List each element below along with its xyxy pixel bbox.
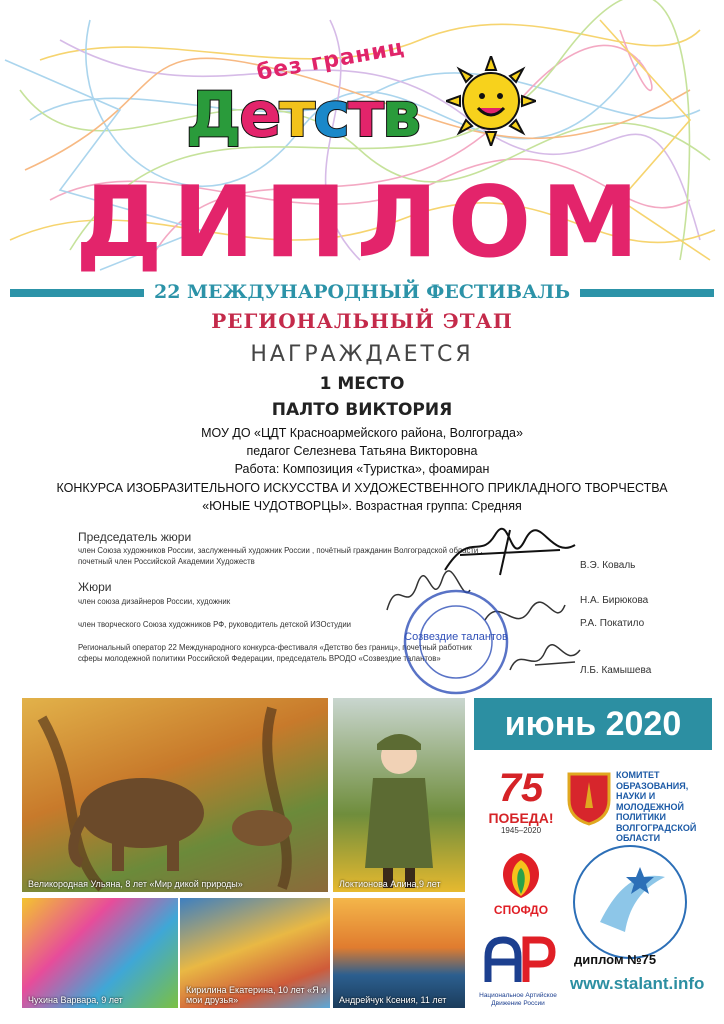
artwork-photo [333,698,465,892]
diploma-number: диплом №75 [574,952,657,967]
jury-heading: Жюри [78,580,112,594]
photo-caption: Великородная Ульяна, 8 лет «Мир дикой природы» [28,879,243,889]
member-name: Р.А. Покатило [580,618,645,629]
place-label: 1 МЕСТО [319,374,405,394]
artwork-photo [180,898,330,1008]
nad-text: Движение России [491,1000,545,1007]
photo-caption: Кирилина Екатерина, 10 лет «Я и мои друзья» [186,985,327,1005]
member-name: Н.А. Бирюкова [580,595,649,606]
operator-name: Л.Б. Камышева [580,665,652,676]
member-description: член творческого Союза художников РФ, руководитель детской ИЗОстудии [78,620,352,629]
coat-of-arms-icon [566,768,612,826]
awarded-label: НАГРАЖДАЕТСЯ [250,342,474,367]
sun-icon [446,56,536,146]
chair-heading: Председатель жюри [78,530,192,544]
victory-years: 1945–2020 [500,826,542,835]
photo-caption: Андрейчук Ксения, 11 лет [339,995,447,1005]
stamp-text: Созвездие талантов [404,631,508,643]
logo-letter: е [239,78,280,151]
committee-line: КОМИТЕТ [616,770,660,780]
info-line: МОУ ДО «ЦДТ Красноармейского района, Волгограда» [201,426,523,440]
photo-caption: Чухина Варвара, 9 лет [28,995,123,1005]
spofdo-text: СПОФДО [493,903,549,917]
logo-letter: Д [186,78,240,151]
spofdo-logo [486,848,556,918]
stamp-seal [402,588,510,696]
member-description: член союза дизайнеров России, художник [78,597,231,606]
chair-description: член Союза художников России, заслуженный художник России , почётный гражданин Волгоградской области , почетный член Российской Академии Художеств [78,546,483,566]
artwork-photo [333,898,465,1008]
festival-name: 22 МЕЖДУНАРОДНЫЙ ФЕСТИВАЛЬ [144,281,580,303]
victory-label: ПОБЕДА! [488,810,554,826]
website-link[interactable]: www.stalant.info [570,974,705,993]
logo-subtitle: без границ [254,35,407,86]
diploma-title: ДИПЛОМ [75,166,649,280]
info-line: «ЮНЫЕ ЧУДОТВОРЦЫ». Возрастная группа: Средняя [202,498,522,513]
committee-line: МОЛОДЕЖНОЙ [616,801,684,812]
committee-line: НАУКИ И [616,791,656,801]
nad-logo [478,932,558,1018]
tulip-icon [486,848,556,903]
committee-line: ОБЛАСТИ [616,833,661,843]
elephant-artwork-image [22,698,328,892]
committee-name [616,770,696,844]
victory-number: 75 [498,766,544,810]
artwork-photo [22,898,178,1008]
artwork-photo [22,698,328,892]
stage-name: РЕГИОНАЛЬНЫЙ ЭТАП [211,309,513,333]
nad-text: Национальное Артийское [479,992,557,999]
victory-75-logo [486,766,556,844]
info-line: педагог Селезнева Татьяна Викторовна [246,444,478,459]
nad-emblem-icon [478,932,558,990]
festival-logo [186,35,536,168]
logo-word [186,78,460,151]
info-line: КОНКУРСА ИЗОБРАЗИТЕЛЬНОГО ИСКУССТВА И ХУДОЖЕСТВЕННОГО ПРИКЛАДНОГО ТВОРЧЕСТВА [56,480,668,495]
signature-operator [505,640,585,680]
info-line: Работа: Композиция «Туристка», фоамиран [234,462,490,477]
date-banner: июнь 2020 [474,698,712,750]
logo-letter: в [381,78,420,151]
logo-letter: с [313,78,348,151]
chair-name: В.Э. Коваль [580,560,636,571]
recipient-name: ПАЛТО ВИКТОРИЯ [271,400,453,420]
logo-letter: т [347,78,382,151]
committee-line: ОБРАЗОВАНИЯ, [616,780,689,791]
award-details [0,424,724,515]
girl-soldier-artwork-image [333,698,465,892]
operator-description: Региональный оператор 22 Международного конкурса-фестиваля «Детство без границ», почетный работник сферы молодежной политики Российской Федерации, председатель ВРОДО «Созвездие талантов» [78,643,472,663]
photo-caption: Локтионова Алина,9 лет [339,879,441,889]
logo-letter: т [279,78,314,151]
organization-seal-icon [570,842,690,962]
committee-line: ПОЛИТИКИ [616,812,666,822]
committee-line: ВОЛГОГРАДСКОЙ [616,822,697,833]
